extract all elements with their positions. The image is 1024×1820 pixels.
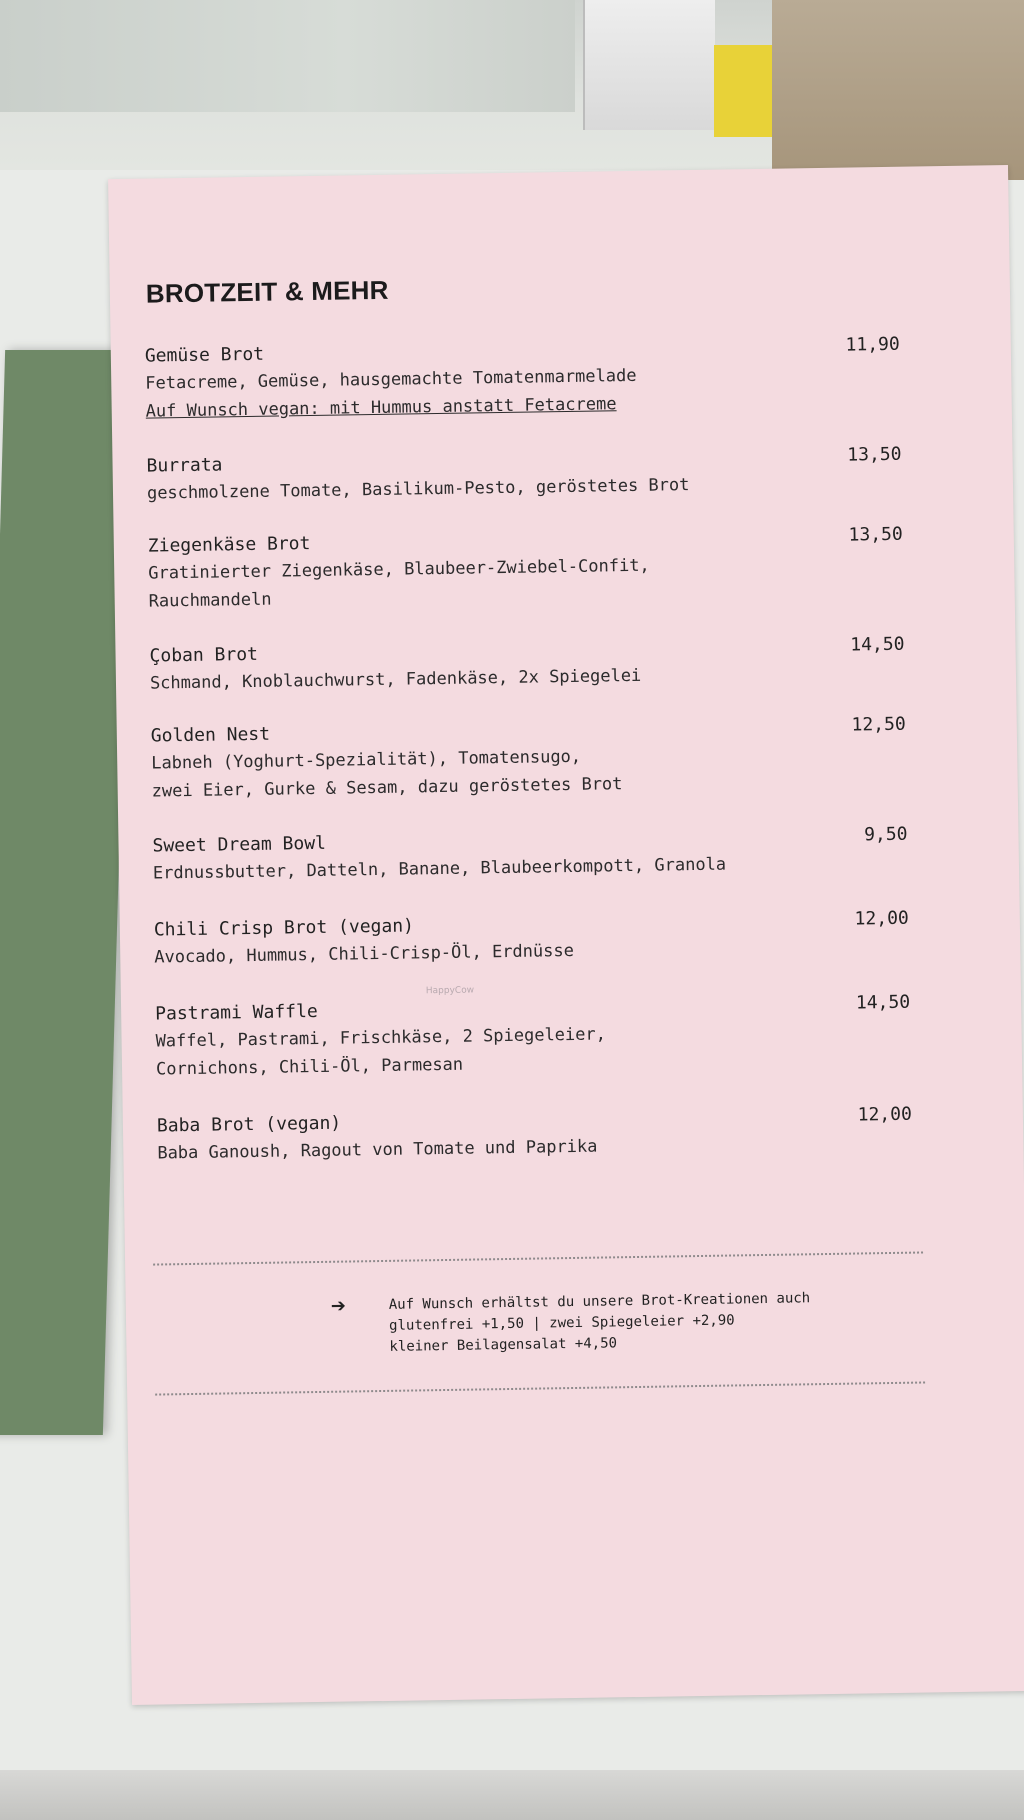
footer-note [331, 1287, 892, 1359]
item-description: Baba Ganoush, Ragout von Tomate und Paprika [157, 1136, 598, 1164]
item-price: 14,50 [850, 633, 905, 656]
item-description: geschmolzene Tomate, Basilikum-Pesto, geröstetes Brot [146, 475, 690, 504]
item-name: Chili Crisp Brot (vegan) [153, 915, 415, 941]
menu-item [145, 332, 902, 454]
item-description: Gratinierter Ziegenkäse, Blaubeer-Zwiebel-Confit, [148, 555, 650, 584]
footer-note-line: Auf Wunsch erhältst du unsere Brot-Kreationen auch [388, 1290, 811, 1313]
menu-item [146, 442, 902, 534]
item-description: Erdnussbutter, Datteln, Banane, Blaubeerkompott, Granola [152, 854, 727, 884]
divider-top [153, 1251, 923, 1265]
item-description: zwei Eier, Gurke & Sesam, dazu geröstetes Brot [151, 774, 623, 802]
item-name: Burrata [146, 454, 223, 477]
item-name: Baba Brot (vegan) [156, 1112, 342, 1137]
item-name: Sweet Dream Bowl [152, 832, 327, 857]
divider-bottom [155, 1381, 925, 1395]
item-name: Çoban Brot [149, 643, 259, 667]
menu-item [154, 906, 910, 1002]
item-vegan-note: Auf Wunsch vegan: mit Hummus anstatt Fetacreme [145, 394, 617, 422]
item-name: Golden Nest [150, 723, 271, 747]
item-name: Gemüse Brot [144, 343, 265, 367]
menu-item [148, 522, 905, 644]
item-price: 13,50 [847, 443, 902, 466]
item-price: 9,50 [863, 823, 908, 846]
item-price: 13,50 [848, 523, 903, 546]
background-box [583, 0, 715, 130]
item-name: Ziegenkäse Brot [147, 533, 311, 557]
menu-item [152, 822, 908, 918]
item-price: 12,00 [854, 907, 909, 930]
item-name: Pastrami Waffle [155, 1000, 318, 1025]
item-description: Fetacreme, Gemüse, hausgemachte Tomatenmarmelade [145, 365, 637, 394]
item-price: 12,00 [857, 1103, 913, 1126]
item-description: Waffel, Pastrami, Frischkäse, 2 Spiegeleier, [155, 1024, 607, 1052]
menu-page [108, 165, 1024, 1705]
menu-items [145, 332, 913, 1194]
menu-item [151, 712, 908, 834]
arrow-right-icon: ➔ [330, 1295, 347, 1317]
item-price: 11,90 [845, 333, 900, 356]
menu-item [155, 990, 912, 1114]
item-price: 14,50 [855, 991, 911, 1014]
item-description: Avocado, Hummus, Chili-Crisp-Öl, Erdnüsse [154, 940, 575, 968]
background-wall [0, 0, 575, 112]
item-description: Cornichons, Chili-Öl, Parmesan [155, 1054, 464, 1080]
background-yellow-object [714, 45, 772, 137]
item-price: 12,50 [851, 713, 906, 736]
item-description: Labneh (Yoghurt-Spezialität), Tomatensugo, [151, 746, 582, 774]
menu-item [157, 1102, 913, 1194]
item-description: Schmand, Knoblauchwurst, Fadenkäse, 2x Spiegelei [149, 665, 642, 694]
menu-heading: BROTZEIT & MEHR [145, 274, 389, 309]
item-description: Rauchmandeln [148, 589, 272, 612]
menu-item [149, 632, 905, 724]
footer-note-line: glutenfrei +1,50 | zwei Spiegeleier +2,90 [388, 1312, 735, 1334]
watermark-text: HappyCow [425, 985, 475, 997]
background-bottom-edge [0, 1770, 1024, 1820]
footer-note-line: kleiner Beilagensalat +4,50 [389, 1335, 618, 1355]
background-floor [772, 0, 1024, 180]
